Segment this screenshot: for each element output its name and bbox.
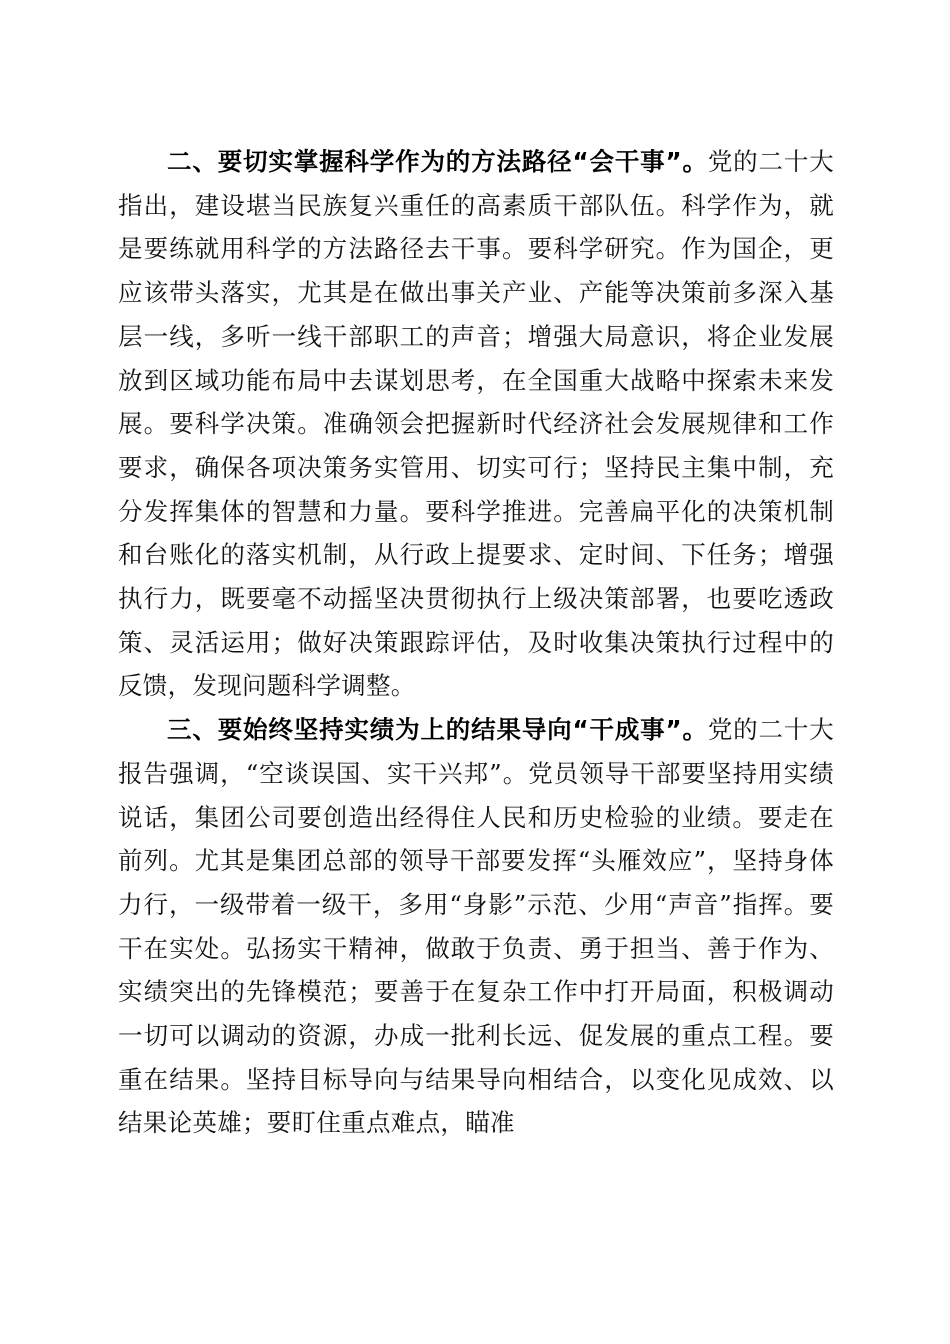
paragraph-heading: 三、要始终坚持实绩为上的结果导向“干成事”。 xyxy=(167,715,708,745)
paragraph-method-path xyxy=(118,140,834,708)
paragraph-results-oriented xyxy=(118,708,834,1145)
paragraph-heading: 二、要切实掌握科学作为的方法路径“会干事”。 xyxy=(167,147,708,176)
paragraph-body: 党的二十大报告强调，“空谈误国、实干兴邦”。党员领导干部要坚持用实绩说话，集团公司要创造出经得住人民和历史检验的业绩。要走在前列。尤其是集团总部的领导干部要发挥“头雁效应”，坚持身体力行，一级带着一级干，多用“身影”示范、少用“声音”指挥。要干在实处。弘扬实干精神，做敢于负责、勇于担当、善于作为、实绩突出的先锋模范；要善于在复杂工作中打开局面，积极调动一切可以调动的资源，办成一批利长远、促发展的重点工程。要重在结果。坚持目标导向与结果导向相结合，以变化见成效、以结果论英雄；要盯住重点难点，瞄准 xyxy=(118,715,834,1138)
paragraph-body: 党的二十大指出，建设堪当民族复兴重任的高素质干部队伍。科学作为，就是要练就用科学的方法路径去干事。要科学研究。作为国企，更应该带头落实，尤其是在做出事关产业、产能等决策前多深入基层一线，多听一线干部职工的声音；增强大局意识，将企业发展放到区域功能布局中去谋划思考，在全国重大战略中探索未来发展。要科学决策。准确领会把握新时代经济社会发展规律和工作要求，确保各项决策务实管用、切实可行；坚持民主集中制，充分发挥集体的智慧和力量。要科学推进。完善扁平化的决策机制和台账化的落实机制，从行政上提要求、定时间、下任务；增强执行力，既要毫不动摇坚决贯彻执行上级决策部署，也要吃透政策、灵活运用；做好决策跟踪评估，及时收集决策执行过程中的反馈，发现问题科学调整。 xyxy=(118,147,834,701)
document-body xyxy=(118,140,834,1145)
